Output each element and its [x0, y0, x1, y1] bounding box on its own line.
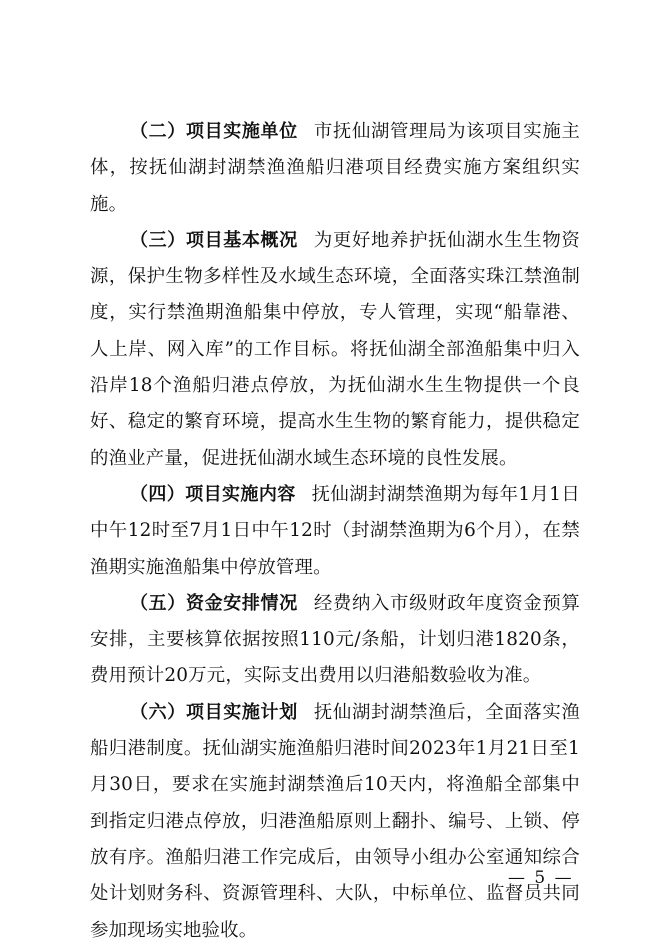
- section-heading: （二）项目实施单位: [130, 121, 298, 142]
- paragraph-text: 抚仙湖封湖禁渔期为每年1月1日中午12时至7月1日中午12时（封湖禁渔期为6个月），在禁渔期实施渔船集中停放管理。: [90, 483, 580, 578]
- paragraph-funding: [90, 586, 580, 695]
- section-heading: （五）资金安排情况: [130, 592, 298, 614]
- paragraph-text: 抚仙湖封湖禁渔后，全面落实渔船归港制度。抚仙湖实施渔船归港时间2023年1月21日至1月30日，要求在实施封湖禁渔后10天内，将渔船全部集中到指定归港点停放，归港渔船原则上翻扑、编号、上锁、停放有序。渔船归港工作完成后，由领导小组办公室通知综合处计划财务科、资源管理科、大队，中标单位、监督员共同参加现场实地验收。: [90, 701, 580, 941]
- section-heading: （六）项目实施计划: [130, 701, 298, 723]
- paragraph-text: 经费纳入市级财政年度资金预算安排，主要核算依据按照110元/条船，计划归港1820条，费用预计20万元，实际支出费用以归港船数验收为准。: [90, 592, 580, 687]
- page-number: — 5 —: [508, 868, 574, 888]
- section-heading: （三）项目基本概况: [130, 229, 298, 251]
- paragraph-project-unit: [90, 114, 580, 223]
- paragraph-project-overview: [90, 223, 580, 477]
- paragraph-text: 为更好地养护抚仙湖水生生物资源，保护生物多样性及水域生态环境，全面落实珠江禁渔制度，实行禁渔期渔船集中停放，专人管理，实现“船靠港、人上岸、网入库”的工作目标。将抚仙湖全部渔船集中归入沿岸18个渔船归港点停放，为抚仙湖水生生物提供一个良好、稳定的繁育环境，提高水生生物的繁育能力，提供稳定的渔业产量，促进抚仙湖水域生态环境的良性发展。: [90, 229, 580, 469]
- paragraph-text: 市抚仙湖管理局为该项目实施主体，按抚仙湖封湖禁渔渔船归港项目经费实施方案组织实施。: [90, 121, 580, 215]
- section-heading: （四）项目实施内容: [130, 483, 296, 505]
- paragraph-project-content: [90, 477, 580, 586]
- document-body: [90, 114, 580, 949]
- paragraph-implementation-plan: [90, 695, 580, 949]
